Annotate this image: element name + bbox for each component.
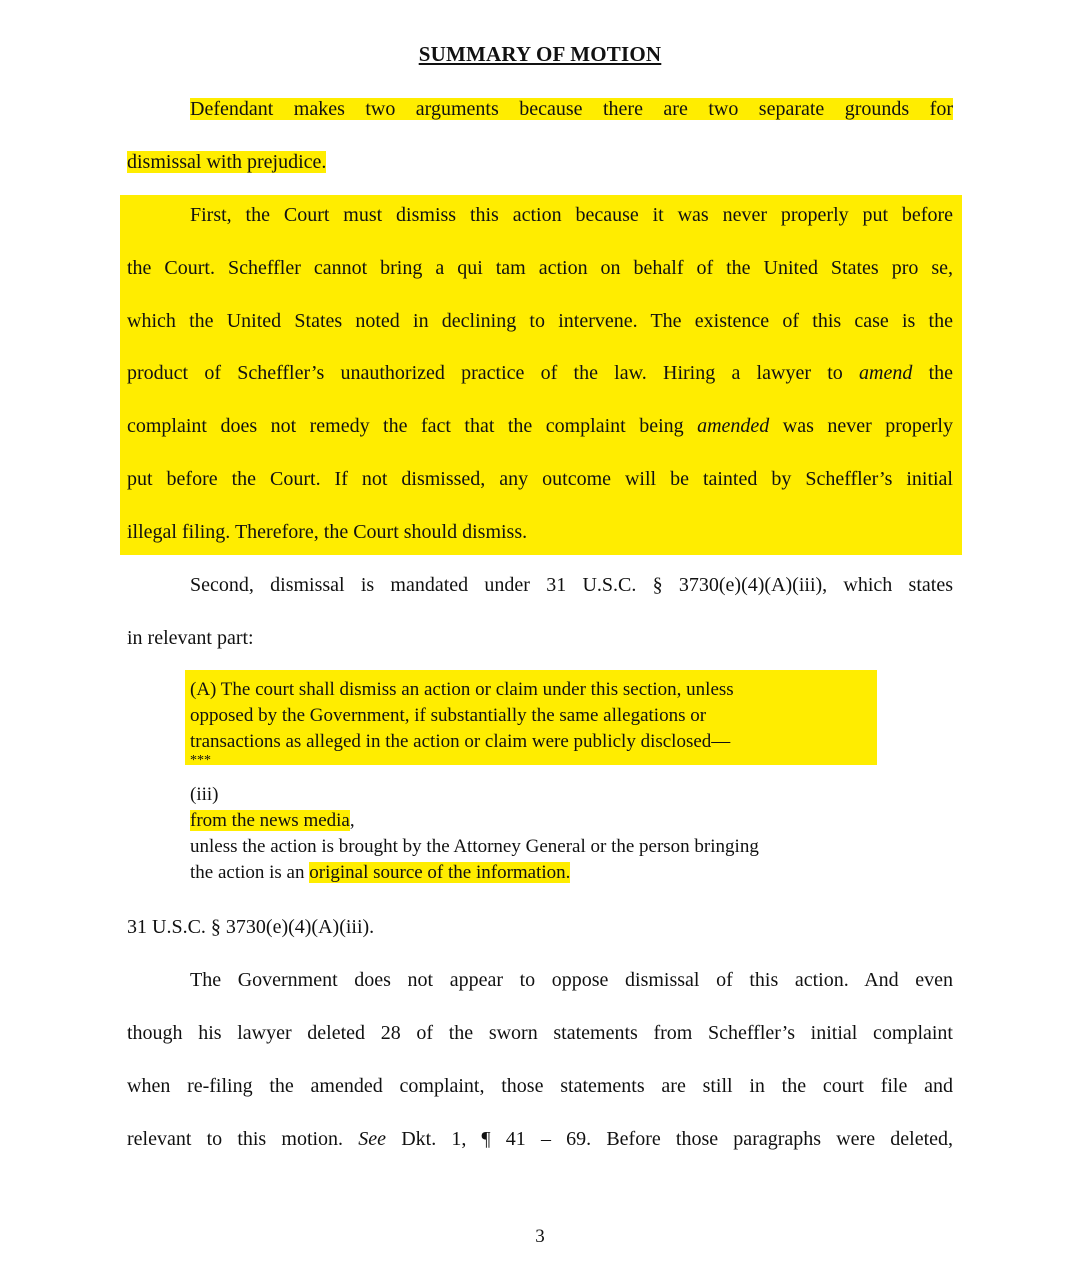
italic-text: amended xyxy=(697,415,770,437)
quote-line-1: (A) The court shall dismiss an action or claim under this section, unless xyxy=(190,679,734,700)
quote-line-last xyxy=(190,860,570,886)
italic-text: amend xyxy=(859,362,913,384)
section-title: SUMMARY OF MOTION xyxy=(418,42,662,66)
highlighted-text: original source of the information. xyxy=(309,862,571,883)
text: was never properly xyxy=(769,415,953,437)
quote-line-unless: unless the action is brought by the Attorney General or the person bringing xyxy=(190,836,759,857)
italic-text: See xyxy=(358,1128,387,1150)
para2-line-4 xyxy=(127,359,953,387)
para2-line-5 xyxy=(127,412,953,440)
text: product of Scheffler’s unauthorized practice of the law. Hiring a lawyer to xyxy=(127,362,859,384)
para3-line-2: in relevant part: xyxy=(127,627,254,649)
text: the xyxy=(912,362,953,384)
highlighted-text: Defendant makes two arguments because there are two separate grounds for xyxy=(190,98,953,120)
para2-line-3: which the United States noted in declining to intervene. The existence of this case is the xyxy=(127,310,953,332)
text: , xyxy=(349,810,355,831)
highlighted-text: dismissal with prejudice. xyxy=(127,151,327,173)
para4-line-1: The Government does not appear to oppose dismissal of this action. And even xyxy=(190,969,953,991)
text: the action is an xyxy=(190,862,310,883)
quote-line-2: opposed by the Government, if substantially the same allegations or xyxy=(190,705,707,726)
quote-subsection: (iii) xyxy=(190,784,219,805)
statute-citation: 31 U.S.C. § 3730(e)(4)(A)(iii). xyxy=(127,916,375,938)
para2-line-6: put before the Court. If not dismissed, any outcome will be tainted by Scheffler’s initial xyxy=(127,468,953,490)
para2-line-7: illegal filing. Therefore, the Court should dismiss. xyxy=(127,521,528,543)
quote-line-3: transactions as alleged in the action or claim were publicly disclosed— xyxy=(190,731,731,752)
para2-line-2: the Court. Scheffler cannot bring a qui tam action on behalf of the United States pro se, xyxy=(127,257,953,279)
para4-line-3: when re-filing the amended complaint, those statements are still in the court file and xyxy=(127,1075,953,1097)
para1-line-1 xyxy=(190,95,953,123)
para4-line-4 xyxy=(127,1125,953,1153)
para3-line-1: Second, dismissal is mandated under 31 U.S.C. § 3730(e)(4)(A)(iii), which states xyxy=(190,574,953,596)
page-number: 3 xyxy=(535,1226,545,1247)
para4-line-2: though his lawyer deleted 28 of the sworn statements from Scheffler’s initial complaint xyxy=(127,1022,953,1044)
text: relevant to this motion. xyxy=(127,1128,359,1150)
para2-line-1: First, the Court must dismiss this action because it was never properly put before xyxy=(190,204,953,226)
quote-line-media xyxy=(190,808,355,834)
highlighted-text: from the news media xyxy=(190,810,350,831)
para1-line-2 xyxy=(127,148,953,176)
text: complaint does not remedy the fact that the complaint being xyxy=(127,415,698,437)
quote-ellipsis: *** xyxy=(190,753,211,768)
text: Dkt. 1, ¶ 41 – 69. Before those paragraphs were deleted, xyxy=(386,1128,954,1150)
